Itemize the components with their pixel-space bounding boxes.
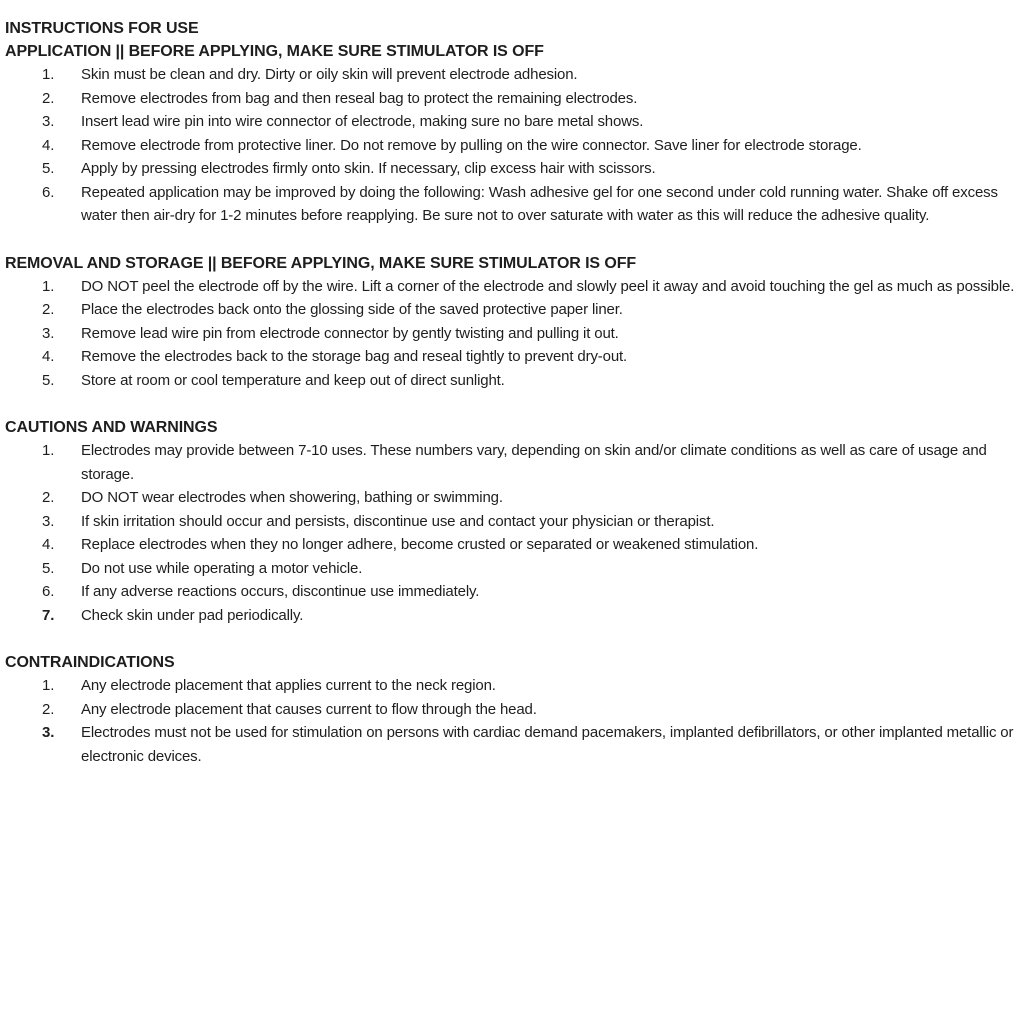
- item-text: Remove electrode from protective liner. Do not remove by pulling on the wire connector. Save liner for electrode storage.: [81, 136, 862, 154]
- item-text: Electrodes must not be used for stimulation on persons with cardiac demand pacemakers, implanted defibrillators, or other implanted metallic or electronic devices.: [81, 724, 1014, 765]
- item-text: DO NOT peel the electrode off by the wire. Lift a corner of the electrode and slowly peel it away and avoid touching the gel as much as possible.: [81, 277, 1015, 295]
- cautions-list: [5, 439, 1020, 627]
- item-number: 5.: [42, 559, 55, 577]
- item-number: 5.: [42, 371, 55, 389]
- item-text: Store at room or cool temperature and keep out of direct sunlight.: [81, 371, 505, 389]
- list-item: [5, 721, 1020, 768]
- list-item: [5, 510, 1020, 534]
- item-text: Check skin under pad periodically.: [81, 606, 304, 624]
- list-item: [5, 157, 1020, 181]
- item-number: 3.: [42, 113, 55, 130]
- item-number: 1.: [42, 277, 55, 295]
- item-text: If skin irritation should occur and persists, discontinue use and contact your physician or therapist.: [81, 512, 715, 530]
- item-number: 2.: [42, 700, 55, 718]
- section-application: [5, 40, 1020, 228]
- item-number: 1.: [42, 677, 55, 694]
- item-number: 5.: [42, 160, 55, 177]
- item-text: Insert lead wire pin into wire connector of electrode, making sure no bare metal shows.: [81, 113, 644, 130]
- section-contraindications: [5, 651, 1020, 768]
- item-text: Replace electrodes when they no longer adhere, become crusted or separated or weakened stimulation.: [81, 536, 759, 553]
- list-item: [5, 439, 1020, 486]
- item-number: 2.: [42, 489, 55, 506]
- list-item: [5, 580, 1020, 604]
- item-number: 4.: [42, 536, 55, 553]
- section-heading: REMOVAL AND STORAGE || BEFORE APPLYING, MAKE SURE STIMULATOR IS OFF: [5, 254, 637, 272]
- list-item: [5, 486, 1020, 510]
- list-item: [5, 369, 1020, 393]
- item-number: 6.: [42, 583, 55, 600]
- list-item: [5, 134, 1020, 158]
- section-heading: APPLICATION || BEFORE APPLYING, MAKE SURE STIMULATOR IS OFF: [5, 43, 544, 60]
- item-number: 4.: [42, 136, 55, 154]
- list-item: [5, 275, 1020, 299]
- list-item: [5, 604, 1020, 628]
- item-number: 1.: [42, 66, 55, 83]
- item-number: 2.: [42, 301, 55, 318]
- item-text: Apply by pressing electrodes firmly onto skin. If necessary, clip excess hair with scissors.: [81, 160, 656, 177]
- list-item: [5, 63, 1020, 87]
- item-number: 2.: [42, 89, 55, 107]
- application-steps-list: [5, 63, 1020, 228]
- item-text: Remove lead wire pin from electrode connector by gently twisting and pulling it out.: [81, 324, 619, 342]
- list-item: [5, 322, 1020, 346]
- item-text: Any electrode placement that causes current to flow through the head.: [81, 700, 537, 718]
- section-cautions-and-warnings: [5, 416, 1020, 627]
- section-heading: CONTRAINDICATIONS: [5, 654, 175, 671]
- list-item: [5, 87, 1020, 111]
- list-item: [5, 557, 1020, 581]
- item-text: If any adverse reactions occurs, discontinue use immediately.: [81, 583, 480, 600]
- item-text: Electrodes may provide between 7-10 uses. These numbers vary, depending on skin and/or climate conditions as well as care of usage and storage.: [81, 442, 987, 483]
- item-text: Repeated application may be improved by doing the following: Wash adhesive gel for one second under cold running water. Shake off excess water then air-dry for 1-2 minutes before reapplying. Be sure not to over saturate with water as this will reduce the adhesive quality.: [81, 183, 998, 224]
- item-text: Any electrode placement that applies current to the neck region.: [81, 677, 496, 694]
- item-number: 3.: [42, 724, 55, 741]
- section-heading: CAUTIONS AND WARNINGS: [5, 419, 218, 436]
- item-number: 1.: [42, 442, 55, 459]
- item-text: Place the electrodes back onto the glossing side of the saved protective paper liner.: [81, 301, 623, 318]
- list-item: [5, 674, 1020, 698]
- instructions-document: [5, 18, 1020, 768]
- item-number: 6.: [42, 183, 55, 201]
- contraindications-list: [5, 674, 1020, 768]
- item-text: Remove the electrodes back to the storage bag and reseal tightly to prevent dry-out.: [81, 348, 628, 365]
- document-title: INSTRUCTIONS FOR USE: [5, 20, 199, 37]
- section-removal-and-storage: [5, 252, 1020, 393]
- item-number: 3.: [42, 324, 55, 342]
- list-item: [5, 345, 1020, 369]
- list-item: [5, 110, 1020, 134]
- item-number: 7.: [42, 606, 55, 624]
- list-item: [5, 181, 1020, 228]
- item-text: Skin must be clean and dry. Dirty or oily skin will prevent electrode adhesion.: [81, 66, 578, 83]
- item-text: DO NOT wear electrodes when showering, bathing or swimming.: [81, 489, 503, 506]
- list-item: [5, 533, 1020, 557]
- item-text: Remove electrodes from bag and then reseal bag to protect the remaining electrodes.: [81, 89, 638, 107]
- item-number: 3.: [42, 512, 55, 530]
- removal-steps-list: [5, 275, 1020, 393]
- item-number: 4.: [42, 348, 55, 365]
- item-text: Do not use while operating a motor vehicle.: [81, 559, 363, 577]
- list-item: [5, 298, 1020, 322]
- list-item: [5, 698, 1020, 722]
